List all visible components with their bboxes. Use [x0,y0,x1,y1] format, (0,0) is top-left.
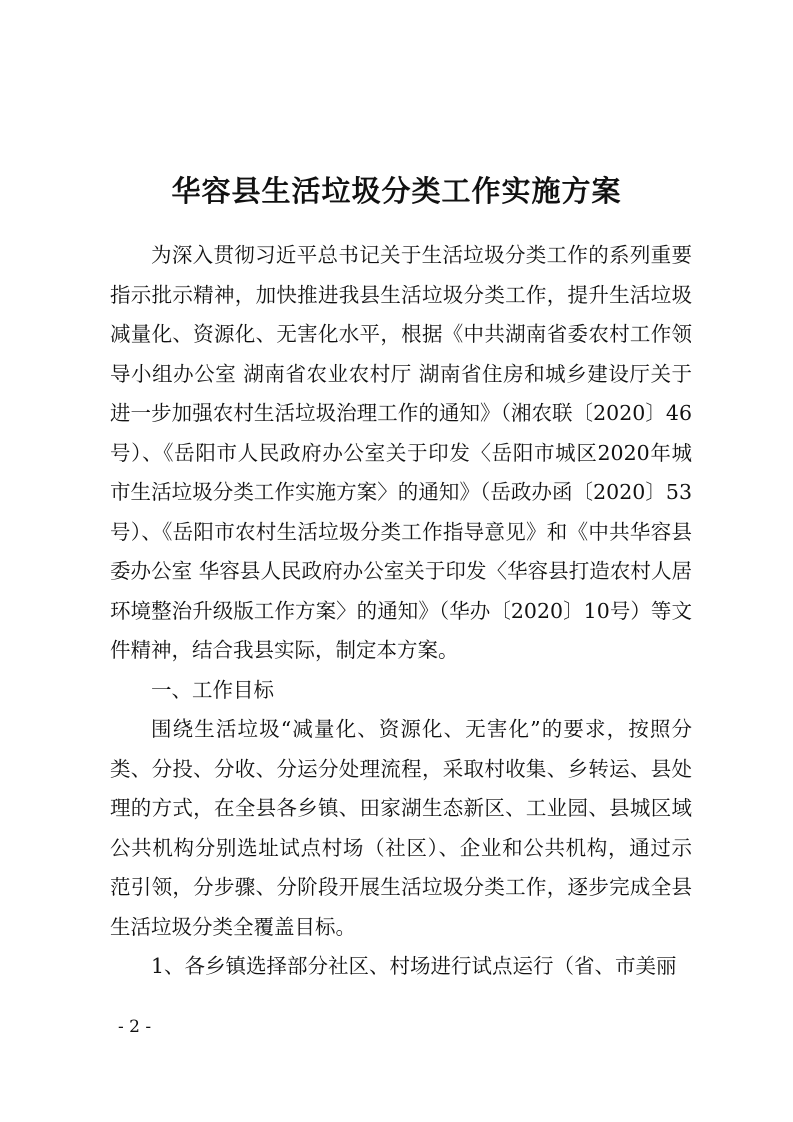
document-body [110,236,692,987]
section-heading-work-goal: 一、工作目标 [151,677,274,702]
intro-paragraph: 为深入贯彻习近平总书记关于生活垃圾分类工作的系列重要指示批示精神，加快推进我县生活垃圾分类工作，提升生活垃圾减量化、资源化、无害化水平，根据《中共湖南省委农村工作领导小组办公室 湖南省农业农村厅 湖南省住房和城乡建设厅关于进一步加强农村生活垃圾治理工作的通知》（湘农联〔2020〕46号）、《岳阳市人民政府办公室关于印发〈岳阳市城区2020年城市生活垃圾分类工作实施方案〉的通知》（岳政办函〔2020〕53号）、《岳阳市农村生活垃圾分类工作指导意见》和《中共华容县委办公室 华容县人民政府办公室关于印发〈华容县打造农村人居环境整治升级版工作方案〉的通知》（华办〔2020〕10号）等文件精神，结合我县实际，制定本方案。 [110,243,692,662]
page-number: - 2 - [118,1017,152,1037]
document-title: 华容县生活垃圾分类工作实施方案 [171,174,622,209]
goal-paragraph: 围绕生活垃圾“减量化、资源化、无害化”的要求，按照分类、分投、分收、分运分处理流程，采取村收集、乡转运、县处理的方式，在全县各乡镇、田家湖生态新区、工业园、县城区域公共机构分别选址试点村场（社区）、企业和公共机构，通过示范引领，分步骤、分阶段开展生活垃圾分类工作，逐步完成全县生活垃圾分类全覆盖目标。 [110,717,692,939]
item-1-paragraph: 1、各乡镇选择部分社区、村场进行试点运行（省、市美丽 [151,954,677,978]
